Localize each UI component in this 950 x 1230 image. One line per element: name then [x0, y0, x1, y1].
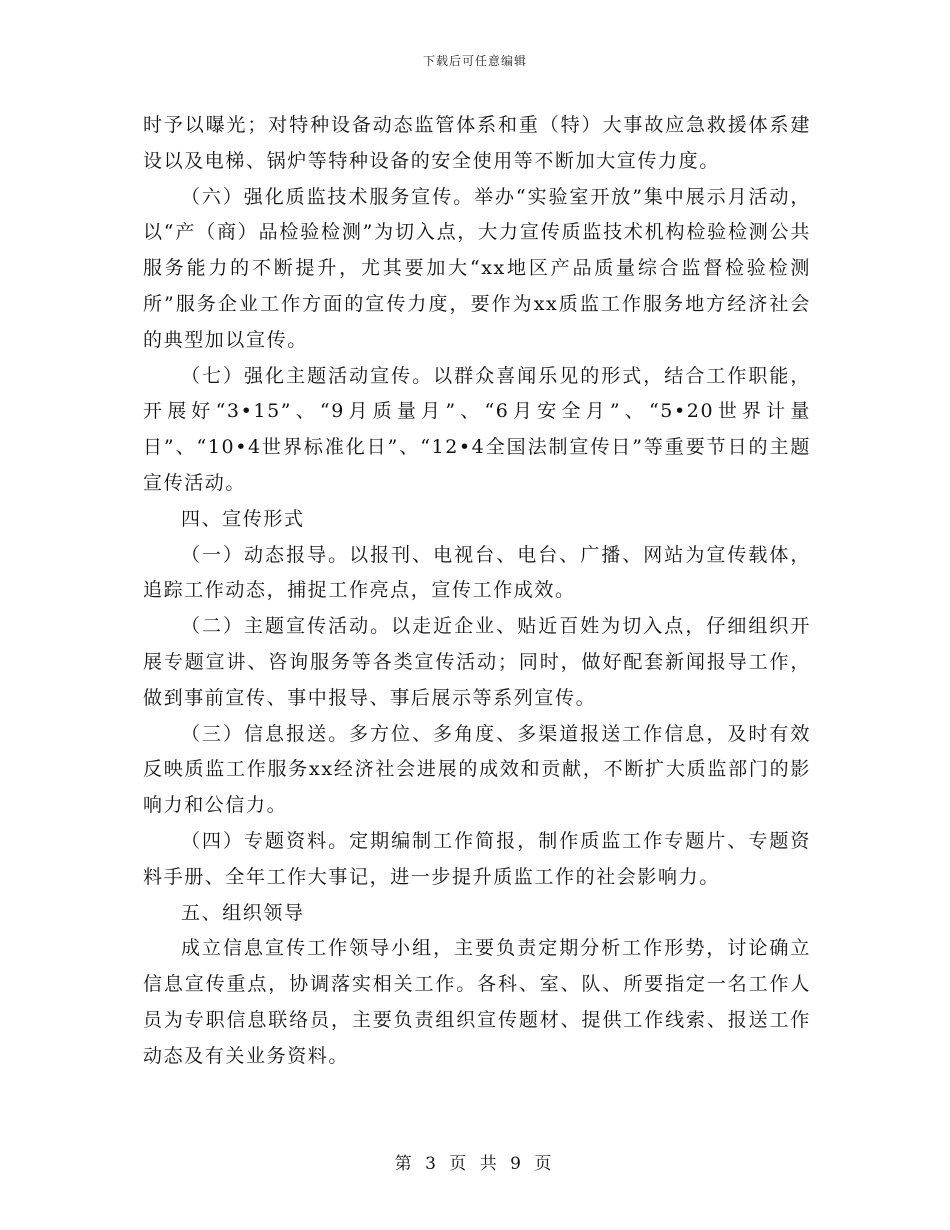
paragraph-2: （六）强化质监技术服务宣传。举办“实验室开放”集中展示月活动，以“产（商）品检验检测”为切入点，大力宣传质监技术机构检验检测公共服务能力的不断提升，尤其要加大“xx地区产品质量综合监督检验检测所”服务企业工作方面的宣传力度，要作为xx质监工作服务地方经济社会的典型加以宣传。	[143, 185, 811, 351]
page-header: 下载后可任意编辑	[422, 54, 527, 68]
paragraph-10: 成立信息宣传工作领导小组，主要负责定期分析工作形势，讨论确立信息宣传重点，协调落实相关工作。各科、室、队、所要指定一名工作人员为专职信息联络员，主要负责组织宣传题材、提供工作线索、报送工作动态及有关业务资料。	[143, 937, 811, 1067]
document-body	[143, 108, 811, 1075]
paragraph-5: （一）动态报导。以报刊、电视台、电台、广播、网站为宣传载体，追踪工作动态，捕捉工作亮点，宣传工作成效。	[143, 543, 811, 602]
section-heading-4: 四、宣传形式	[181, 507, 305, 530]
paragraph-3: （七）强化主题活动宣传。以群众喜闻乐见的形式，结合工作职能，开展好“3•15”、“9月质量月”、“6月安全月”、“5•20世界计量日”、“10•4世界标准化日”、“12•4全国法制宣传日”等重要节日的主题宣传活动。	[143, 364, 811, 494]
section-heading-5: 五、组织领导	[181, 901, 305, 924]
paragraph-1: 时予以曝光；对特种设备动态监管体系和重（特）大事故应急救援体系建设以及电梯、锅炉等特种设备的安全使用等不断加大宣传力度。	[143, 114, 811, 172]
paragraph-7: （三）信息报送。多方位、多角度、多渠道报送工作信息，及时有效反映质监工作服务xx经济社会进展的成效和贡献，不断扩大质监部门的影响力和公信力。	[143, 722, 811, 817]
page-number-footer: 第 3 页 共 9 页	[394, 1154, 556, 1174]
paragraph-8: （四）专题资料。定期编制工作简报，制作质监工作专题片、专题资料手册、全年工作大事记，进一步提升质监工作的社会影响力。	[143, 829, 811, 888]
paragraph-6: （二）主题宣传活动。以走近企业、贴近百姓为切入点，仔细组织开展专题宣讲、咨询服务等各类宣传活动；同时，做好配套新闻报导工作，做到事前宣传、事中报导、事后展示等系列宣传。	[143, 615, 811, 709]
